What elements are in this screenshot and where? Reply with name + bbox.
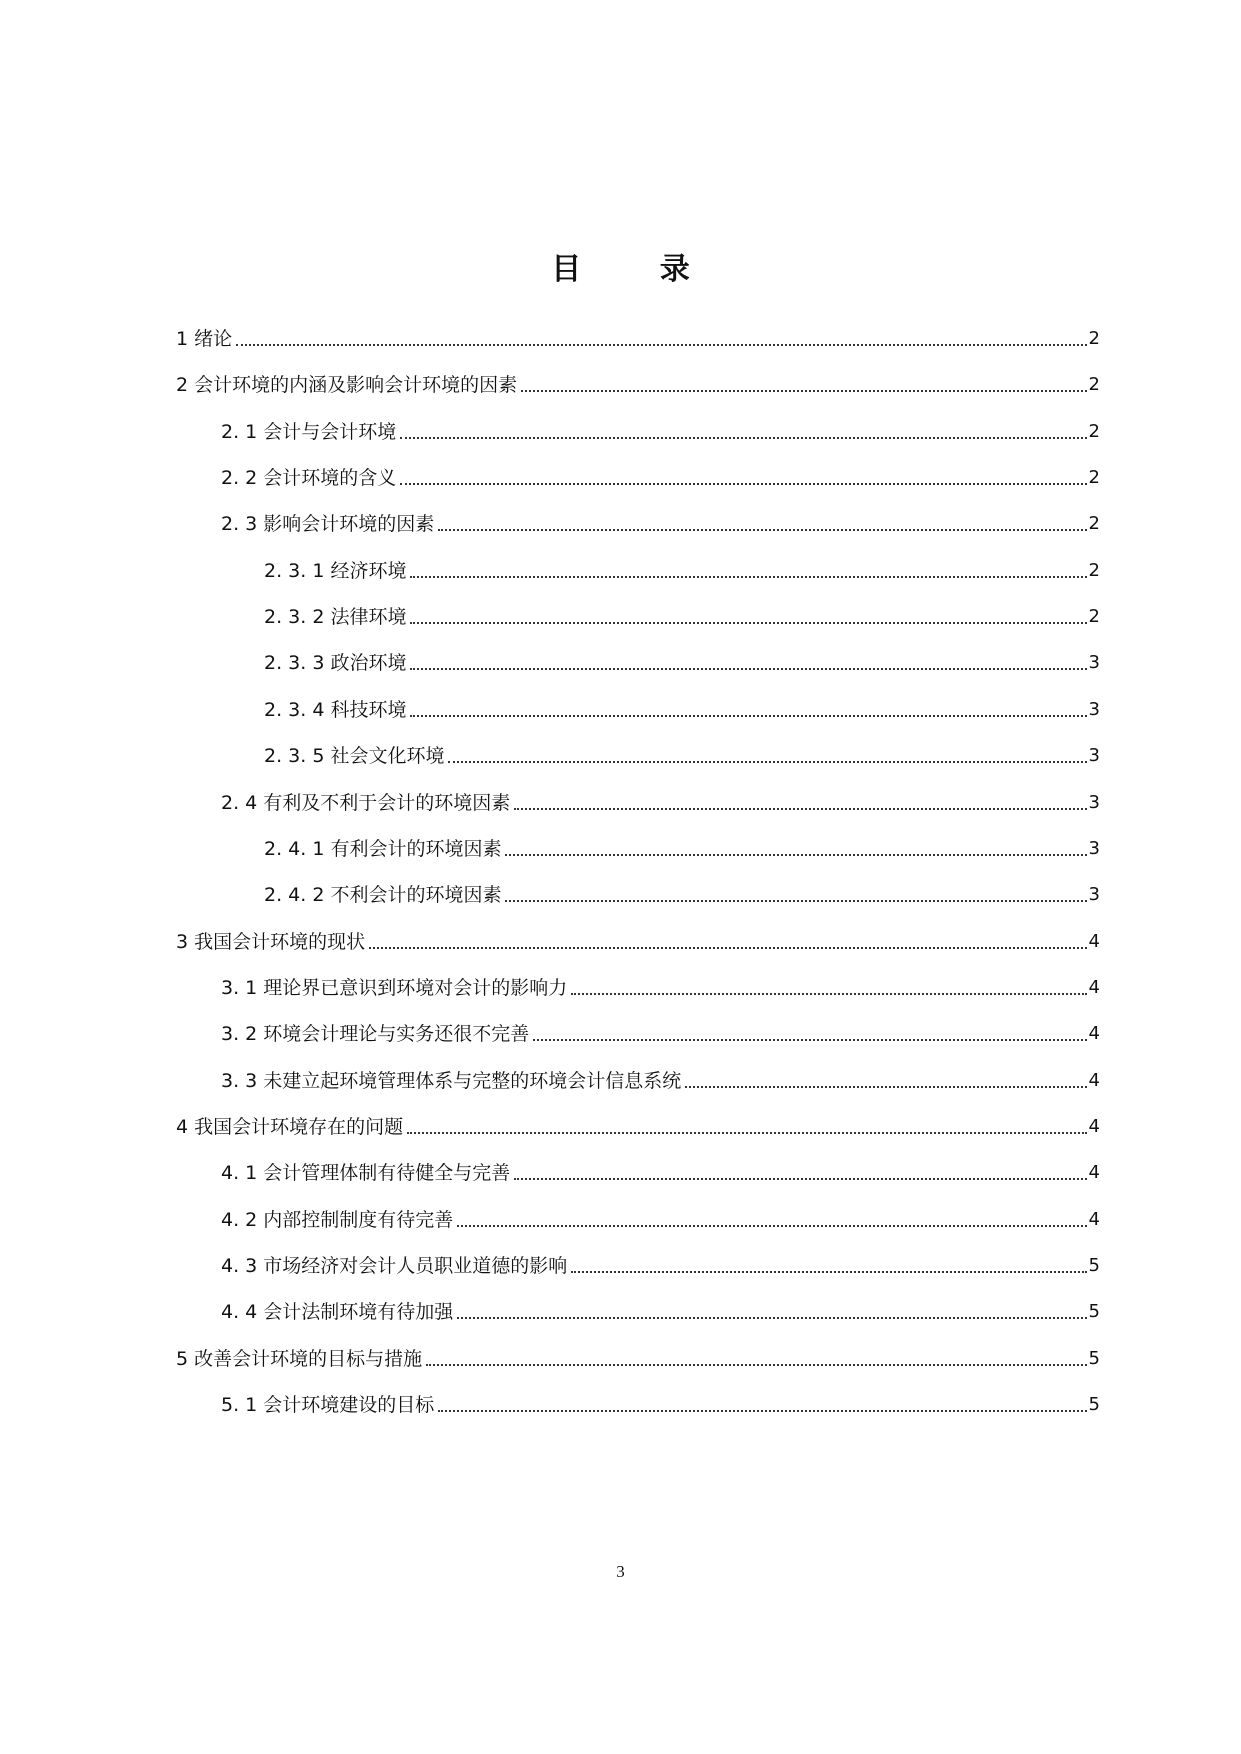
toc-entry-page: 4 (1088, 1069, 1100, 1091)
toc-entry-label: 4. 4 会计法制环境有待加强 (221, 1301, 454, 1324)
toc-entry[interactable] (264, 832, 1100, 862)
toc-dot-leader (438, 1410, 1086, 1412)
toc-entry-page: 2 (1088, 513, 1100, 535)
toc-entry-label: 4. 3 市场经济对会计人员职业道德的影响 (221, 1255, 568, 1277)
toc-entry-page: 4 (1088, 1115, 1100, 1137)
toc-entry-label: 5. 1 会计环境建设的目标 (221, 1394, 435, 1417)
toc-dot-leader (571, 993, 1086, 995)
toc-entry-label: 2. 4. 2 不利会计的环境因素 (264, 884, 502, 907)
toc-entry-page: 5 (1088, 1255, 1100, 1276)
toc-entry-label: 2. 3. 1 经济环境 (264, 559, 407, 582)
toc-entry-page: 3 (1088, 791, 1100, 813)
toc-entry-label: 2. 3. 3 政治环境 (264, 652, 407, 675)
toc-entry[interactable] (221, 1249, 1100, 1279)
toc-entry[interactable] (221, 1295, 1100, 1325)
toc-dot-leader (410, 576, 1086, 578)
toc-dot-leader (426, 1364, 1086, 1366)
toc-entry-label: 4 我国会计环境存在的问题 (176, 1115, 404, 1138)
toc-entry-label: 1 绪论 (176, 328, 233, 350)
toc-dot-leader (369, 947, 1086, 949)
toc-dot-leader (410, 715, 1086, 717)
toc-entry[interactable] (221, 507, 1100, 537)
toc-entry[interactable] (176, 322, 1100, 352)
toc-entry-label: 4. 2 内部控制制度有待完善 (221, 1208, 454, 1231)
toc-entry-label: 2. 3 影响会计环境的因素 (221, 513, 435, 536)
toc-entry-label: 2. 3. 5 社会文化环境 (264, 745, 445, 768)
toc-entry-label: 2. 2 会计环境的含义 (221, 467, 397, 490)
toc-entry-page: 4 (1088, 1208, 1100, 1230)
toc-entry-page: 2 (1088, 374, 1100, 396)
toc-dot-leader (457, 1225, 1086, 1227)
toc-entry[interactable] (176, 368, 1100, 398)
toc-dot-leader (457, 1317, 1086, 1319)
toc-entry-page: 3 (1088, 884, 1100, 906)
toc-entry-page: 5 (1088, 1301, 1100, 1323)
toc-dot-leader (236, 344, 1086, 346)
toc-dot-leader (685, 1086, 1086, 1088)
toc-dot-leader (533, 1039, 1086, 1041)
toc-entry-label: 2. 1 会计与会计环境 (221, 420, 397, 443)
toc-dot-leader (407, 1132, 1086, 1134)
toc-entry-label: 3 我国会计环境的现状 (176, 930, 366, 953)
toc-entry-label: 4. 1 会计管理体制有待健全与完善 (221, 1162, 511, 1185)
toc-dot-leader (514, 1178, 1086, 1180)
toc-entry-label: 2. 4. 1 有利会计的环境因素 (264, 837, 502, 860)
toc-entry[interactable] (221, 1064, 1100, 1094)
toc-entry-label: 3. 2 环境会计理论与实务还很不完善 (221, 1023, 530, 1046)
page-title: 目 录 (551, 252, 724, 287)
toc-entry-page: 2 (1088, 559, 1100, 581)
toc-entry-page: 5 (1088, 1347, 1100, 1369)
toc-dot-leader (505, 854, 1086, 856)
page-number: 3 (616, 1562, 625, 1581)
toc-entry-page: 3 (1088, 837, 1100, 859)
toc-entry[interactable] (221, 1156, 1100, 1186)
toc-entry-label: 2. 3. 4 科技环境 (264, 698, 407, 721)
toc-entry-page: 2 (1088, 467, 1100, 489)
toc-entry-page: 2 (1088, 328, 1100, 349)
toc-dot-leader (505, 900, 1086, 902)
toc-entry[interactable] (176, 1342, 1100, 1372)
toc-dot-leader (400, 483, 1086, 485)
toc-entry-page: 4 (1088, 976, 1100, 998)
toc-dot-leader (410, 668, 1086, 670)
toc-entry-label: 2. 3. 2 法律环境 (264, 606, 407, 629)
toc-dot-leader (410, 622, 1086, 624)
toc-entry-page: 3 (1088, 745, 1100, 767)
toc-entry-label: 2 会计环境的内涵及影响会计环境的因素 (176, 374, 518, 397)
toc-entry[interactable] (221, 461, 1100, 491)
toc-entry[interactable] (221, 971, 1100, 1001)
toc-entry[interactable] (264, 554, 1100, 584)
toc-entry[interactable] (264, 693, 1100, 723)
toc-dot-leader (571, 1271, 1086, 1273)
toc-entry[interactable] (176, 1110, 1100, 1140)
toc-dot-leader (521, 390, 1086, 392)
toc-dot-leader (514, 808, 1086, 810)
toc-entry-page: 4 (1088, 930, 1100, 952)
toc-entry[interactable] (221, 415, 1100, 445)
toc-entry[interactable] (221, 1388, 1100, 1418)
toc-entry-page: 2 (1088, 420, 1100, 442)
toc-entry-label: 3. 1 理论界已意识到环境对会计的影响力 (221, 976, 568, 999)
toc-entry[interactable] (264, 600, 1100, 630)
toc-entry[interactable] (176, 925, 1100, 955)
toc-entry[interactable] (264, 646, 1100, 676)
toc-dot-leader (400, 437, 1086, 439)
toc-entry-label: 2. 4 有利及不利于会计的环境因素 (221, 791, 511, 814)
toc-entry[interactable] (221, 786, 1100, 816)
toc-entry-label: 3. 3 未建立起环境管理体系与完整的环境会计信息系统 (221, 1069, 682, 1092)
toc-entry-page: 4 (1088, 1023, 1100, 1045)
toc-entry[interactable] (264, 739, 1100, 769)
toc-entry-page: 4 (1088, 1162, 1100, 1184)
toc-entry[interactable] (221, 1203, 1100, 1233)
toc-entry-page: 3 (1088, 652, 1100, 674)
toc-entry-label: 5 改善会计环境的目标与措施 (176, 1347, 423, 1370)
toc-entry-page: 5 (1088, 1394, 1100, 1416)
toc-entry-page: 2 (1088, 606, 1100, 628)
toc-entry[interactable] (264, 878, 1100, 908)
toc-entry[interactable] (221, 1017, 1100, 1047)
toc-dot-leader (448, 761, 1086, 763)
toc-dot-leader (438, 529, 1086, 531)
toc-entry-page: 3 (1088, 698, 1100, 720)
